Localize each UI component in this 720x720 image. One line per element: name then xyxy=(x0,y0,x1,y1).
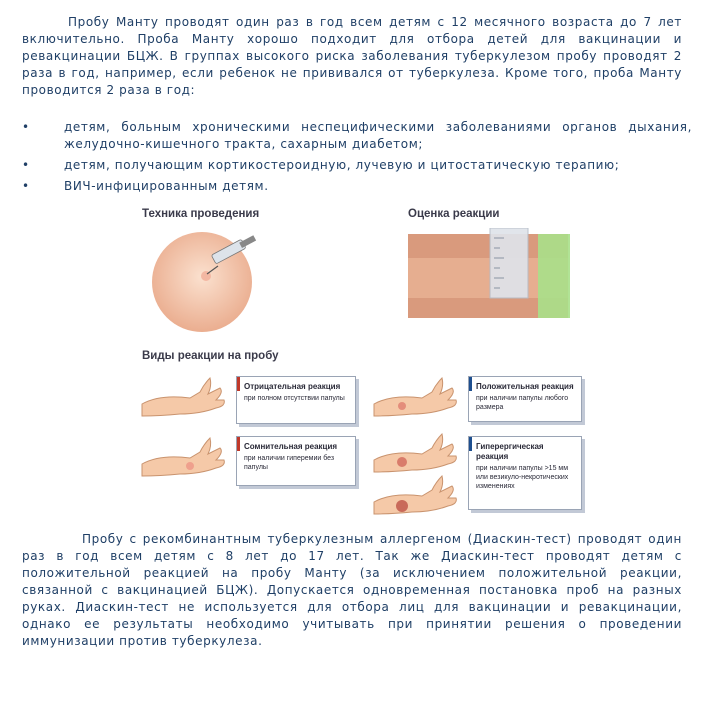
list-item-text: детям, получающим кортикостероидную, лучевую и цитостатическую терапию; xyxy=(64,158,620,172)
evaluation-title: Оценка реакции xyxy=(408,208,500,220)
reaction-box-positive xyxy=(468,376,582,422)
accent-bar xyxy=(237,437,240,451)
reaction-box-hyperergic xyxy=(468,436,582,510)
intro-paragraph: Пробу Манту проводят один раз в год всем детям с 12 месячного возраста до 7 лет включительно. Проба Манту хорошо подходит для отбора детей для вакцинации и ревакцинации БЦЖ. В группах высокого риска заболевания туберкулезом пробу проводят 2 раза в год, например, если ребенок не прививался от туберкулеза. Кроме того, проба Манту проводится 2 раза в год: xyxy=(22,15,682,97)
reaction-subtitle: при наличии папулы любого размера xyxy=(476,395,569,411)
arm-negative-icon xyxy=(140,374,230,424)
reaction-box-doubtful xyxy=(236,436,356,486)
evaluation-illustration xyxy=(408,228,572,324)
arm-positive-icon xyxy=(372,374,462,424)
highlight-strip xyxy=(538,234,570,318)
reaction-title: Сомнительная реакция xyxy=(244,442,338,451)
arm-hyperergic-icon xyxy=(372,430,462,520)
accent-bar xyxy=(469,377,472,391)
reaction-box-negative xyxy=(236,376,356,424)
reactions-title: Виды реакции на пробу xyxy=(142,350,279,362)
list-item xyxy=(22,157,692,174)
bullet-list xyxy=(22,119,692,199)
reaction-title: Гиперергическая реакция xyxy=(476,442,544,461)
arm-doubtful-icon xyxy=(140,434,230,484)
list-item xyxy=(22,119,692,153)
bullet-icon: • xyxy=(22,158,30,172)
accent-bar xyxy=(469,437,472,451)
list-item-text: ВИЧ-инфицированным детям. xyxy=(64,179,269,193)
technique-title: Техника проведения xyxy=(142,208,260,220)
bullet-icon: • xyxy=(22,179,30,193)
reaction-subtitle: при полном отсутствии папулы xyxy=(244,395,345,402)
reaction-subtitle: при наличии гиперемии без папулы xyxy=(244,455,335,471)
mantoux-figure xyxy=(136,204,588,518)
list-item-text: детям, больным хроническими неспецифическими заболеваниями органов дыхания, желудочно-кишечного тракта, сахарным диабетом; xyxy=(64,120,692,151)
ruler-icon xyxy=(490,228,528,298)
accent-bar xyxy=(237,377,240,391)
list-item xyxy=(22,178,692,195)
reaction-title: Отрицательная реакция xyxy=(244,382,341,391)
closing-paragraph: Пробу с рекомбинантным туберкулезным аллергеном (Диаскин-тест) проводят один раз в год всем детям с 8 лет до 17 лет. Так же Диаскин-тест проводят детям с положительной реакцией на пробу Манту (за исключением положительной реакции, связанной с вакцинацией БЦЖ). Допускается одновременная постановка проб на разных руках. Диаскин-тест не используется для отбора лиц для вакцинации и ревакцинации, однако ее результаты необходимо учитывать при принятии решения о проведении иммунизации против туберкулеза. xyxy=(22,532,682,648)
reaction-title: Положительная реакция xyxy=(476,382,574,391)
reaction-subtitle: при наличии папулы >15 мм или везикуло-некротических изменениях xyxy=(476,465,569,490)
injection-illustration xyxy=(136,224,266,334)
bullet-icon: • xyxy=(22,120,30,134)
